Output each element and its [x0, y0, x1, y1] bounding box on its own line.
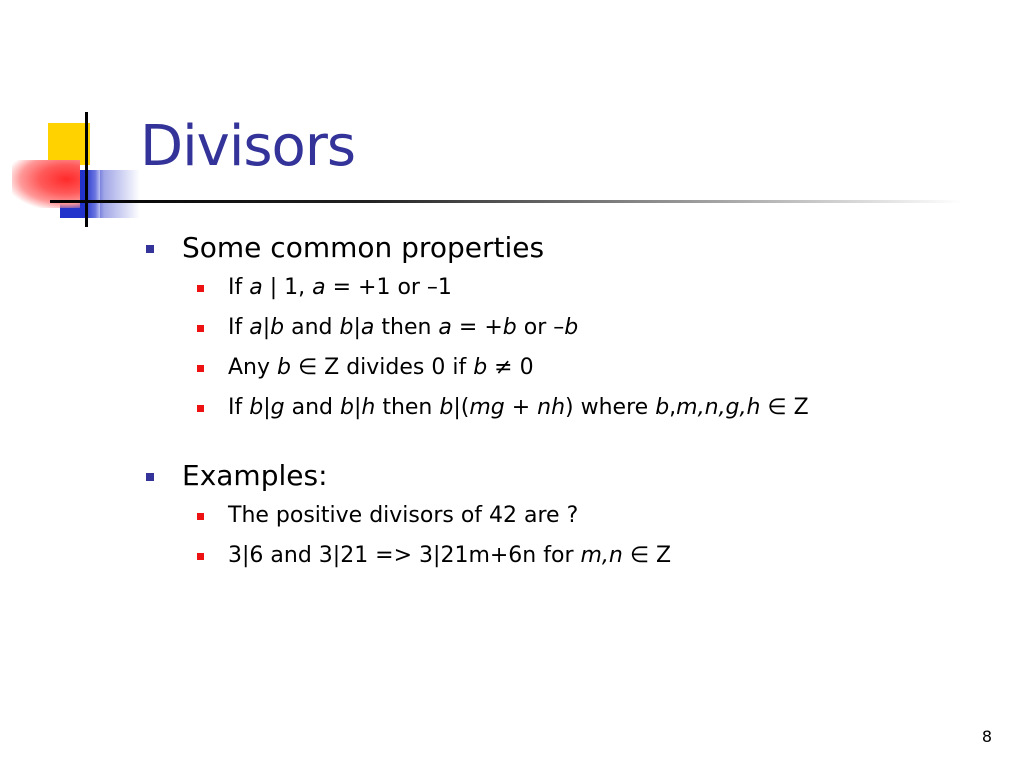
- property-item: If b|g and b|h then b|(mg + nh) where b,m,n,g,h ∈ Z: [140, 388, 1000, 428]
- property-item: If a|b and b|a then a = +b or –b: [140, 308, 1000, 348]
- property-item: Any b ∈ Z divides 0 if b ≠ 0: [140, 348, 1000, 388]
- title-underline-rule: [50, 200, 962, 203]
- example-item: The positive divisors of 42 are ?: [140, 496, 1000, 536]
- slide-title: Divisors: [140, 114, 356, 179]
- yellow-square-decoration: [48, 123, 90, 165]
- spacer: [140, 428, 1000, 456]
- example-item: 3|6 and 3|21 => 3|21m+6n for m,n ∈ Z: [140, 536, 1000, 576]
- blue-fade-decoration: [100, 170, 140, 218]
- bullet-examples-heading: Examples:: [140, 456, 1000, 496]
- slide-logo-decoration: [0, 0, 150, 240]
- slide-body: [140, 228, 1000, 576]
- property-item: If a | 1, a = +1 or –1: [140, 268, 1000, 308]
- vertical-rule: [85, 112, 88, 227]
- bullet-properties-heading: Some common properties: [140, 228, 1000, 268]
- page-number: 8: [981, 727, 992, 746]
